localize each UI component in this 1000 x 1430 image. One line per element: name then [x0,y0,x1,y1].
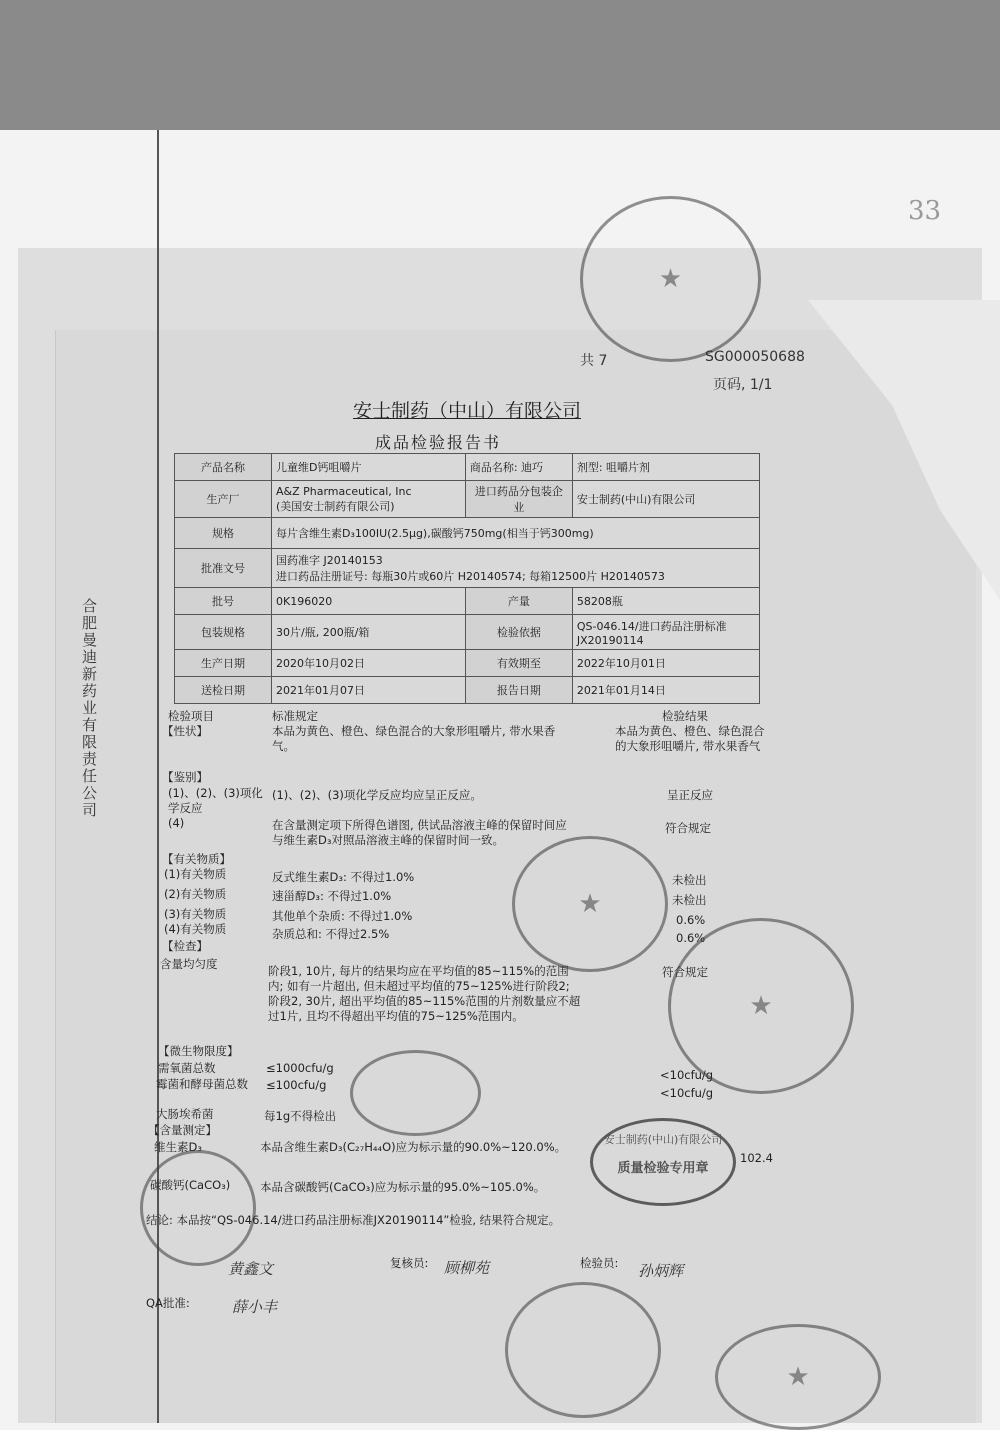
rel2-result: 未检出 [672,893,707,907]
appearance-standard: 本品为黄色、橙色、绿色混合的大象形咀嚼片, 带水果香气。 [272,724,556,753]
company-name: 安士制药（中山）有限公司 [353,400,582,422]
section-assay: 【含量测定】 [148,1123,217,1137]
vd3-standard: 本品含维生素D₃(C₂₇H₄₄O)应为标示量的90.0%~120.0%。 [260,1140,567,1154]
cell-value: 每片含维生素D₃100IU(2.5μg),碳酸钙750mg(相当于钙300mg) [272,518,760,549]
scan-top-band [0,0,1000,130]
table-row [175,615,760,650]
cell-label: 批准文号 [175,549,272,588]
conclusion: 结论: 本品按“QS-046.14/进口药品注册标准JX20190114”检验, 结果符合规定。 [146,1213,561,1227]
rel4-result: 0.6% [676,931,706,945]
rel1-result: 未检出 [672,873,707,887]
inspector-signature: 孙炳辉 [638,1262,684,1280]
cell-value: 58208瓶 [572,588,759,615]
ident4-item: (4) [168,816,185,830]
caco3-standard: 本品含碳酸钙(CaCO₃)应为标示量的95.0%~105.0%。 [260,1180,546,1194]
star-icon: ★ [786,1362,810,1392]
reviewer-label: 复核员: [390,1256,429,1270]
approver-signature: 黄鑫文 [228,1260,274,1278]
right-seal [668,918,854,1094]
col-result-header: 检验结果 [662,709,708,723]
rel3-item: (3)有关物质 [164,907,227,921]
rel1-item: (1)有关物质 [164,867,227,881]
cell-label: 产品名称 [175,454,272,481]
star-icon: ★ [749,991,773,1021]
uniform-result: 符合规定 [662,965,708,979]
rel3-result: 0.6% [676,913,706,927]
mold-result: <10cfu/g [660,1086,714,1100]
cell-value: 2021年01月14日 [572,677,759,704]
cell-value: QS-046.14/进口药品注册标准JX20190114 [572,615,759,650]
bottom-right-seal [715,1324,881,1430]
qa-signature: 薛小丰 [232,1298,278,1316]
cell-label: 规格 [175,518,272,549]
section-identification: 【鉴别】 [162,770,208,784]
section-microbial: 【微生物限度】 [158,1044,239,1058]
mid-oval-seal [350,1050,481,1136]
ident-standard: (1)、(2)、(3)项化学反应均应呈正反应。 [272,788,482,802]
cell-label: 产量 [465,588,572,615]
rel2-item: (2)有关物质 [164,887,227,901]
cell-label: 送检日期 [175,677,272,704]
cell-value: 2020年10月02日 [272,650,466,677]
cell-value: 剂型: 咀嚼片剂 [572,454,759,481]
section-appearance: 【性状】 [162,724,208,738]
rel4-item: (4)有关物质 [164,922,227,936]
ident-result: 呈正反应 [667,788,713,802]
cell-label: 生产厂 [175,481,272,518]
table-row [175,588,760,615]
cell-label: 检验依据 [465,615,572,650]
page-count: 共 7 [580,353,608,369]
quality-inspection-seal: 安士制药(中山)有限公司 质量检验专用章 [590,1118,736,1206]
cell-value: A&Z Pharmaceutical, Inc (美国安士制药有限公司) [272,481,466,518]
mold-standard: ≤100cfu/g [266,1078,327,1092]
qa-label: QA批准: [146,1296,190,1310]
ident4-result: 符合规定 [665,821,711,835]
handwritten-page-number: 33 [908,196,942,226]
cell-value: 2022年10月01日 [572,650,759,677]
table-row [175,481,760,518]
ecoli-standard: 每1g不得检出 [264,1109,337,1123]
table-row [175,518,760,549]
table-row [175,677,760,704]
section-check: 【检查】 [162,939,208,953]
aerobic-result: <10cfu/g [660,1068,714,1082]
col-item-header: 检验项目 [168,709,214,723]
rel3-standard: 其他单个杂质: 不得过1.0% [272,909,413,923]
left-seal [140,1150,256,1266]
appearance-result: 本品为黄色、橙色、绿色混合的大象形咀嚼片, 带水果香气 [615,724,765,753]
cell-value: 2021年01月07日 [272,677,466,704]
cell-label: 商品名称: 迪巧 [465,454,572,481]
product-info-table [174,453,760,704]
table-row [175,650,760,677]
reviewer-signature: 顾柳苑 [444,1259,490,1277]
rel1-standard: 反式维生素D₃: 不得过1.0% [272,870,415,884]
cell-value: 30片/瓶, 200瓶/箱 [272,615,466,650]
aerobic-standard: ≤1000cfu/g [266,1061,334,1075]
col-standard-header: 标准规定 [272,709,318,723]
cell-label: 包装规格 [175,615,272,650]
cell-label: 生产日期 [175,650,272,677]
aerobic-item: 需氧菌总数 [158,1061,216,1075]
vd3-result: 102.4 [740,1151,773,1165]
document-code: SG000050688 [705,349,805,365]
bottom-seal [505,1282,661,1418]
cell-label: 进口药品分包装企业 [465,481,572,518]
rel4-standard: 杂质总和: 不得过2.5% [272,927,390,941]
uniform-item: 含量均匀度 [160,957,218,971]
ident4-standard: 在含量测定项下所得色谱图, 供试品溶液主峰的保留时间应与维生素D₃对照品溶液主峰的保留时间一致。 [272,818,567,847]
side-company-name: 合肥曼迪新药业有限责任公司 [80,598,98,819]
caco3-item: 碳酸钙(CaCO₃) [150,1178,231,1192]
cell-label: 报告日期 [465,677,572,704]
cell-value: 儿童维D钙咀嚼片 [272,454,466,481]
cell-label: 批号 [175,588,272,615]
center-seal [512,836,668,972]
cell-value: 国药准字 J20140153 进口药品注册证号: 每瓶30片或60片 H20140574; 每箱12500片 H20140573 [272,549,760,588]
ident-item: (1)、(2)、(3)项化学反应 [168,786,263,815]
star-icon: ★ [658,264,683,294]
report-title: 成品检验报告书 [375,433,502,452]
table-row [175,549,760,588]
table-row [175,454,760,481]
cell-label: 有效期至 [465,650,572,677]
mold-item: 霉菌和酵母菌总数 [156,1077,248,1091]
inspector-label: 检验员: [580,1256,619,1270]
uniform-standard: 阶段1, 10片, 每片的结果均应在平均值的85~115%的范围内; 如有一片超出, 但未超过平均值的75~125%进行阶段2; 阶段2, 30片, 超出平均值的85~115%范围的片剂数量应不超过1片, 且均不得超出平均值的75~125%范围内。 [268,964,581,1023]
section-related: 【有关物质】 [162,852,231,866]
page-indicator: 页码, 1/1 [713,377,773,393]
top-company-seal [580,196,761,362]
ecoli-item: 大肠埃希菌 [156,1107,214,1121]
cell-value: 0K196020 [272,588,466,615]
vd3-item: 维生素D₃ [154,1140,202,1154]
rel2-standard: 速甾醇D₃: 不得过1.0% [272,889,392,903]
star-icon: ★ [578,889,602,919]
cell-value: 安士制药(中山)有限公司 [572,481,759,518]
